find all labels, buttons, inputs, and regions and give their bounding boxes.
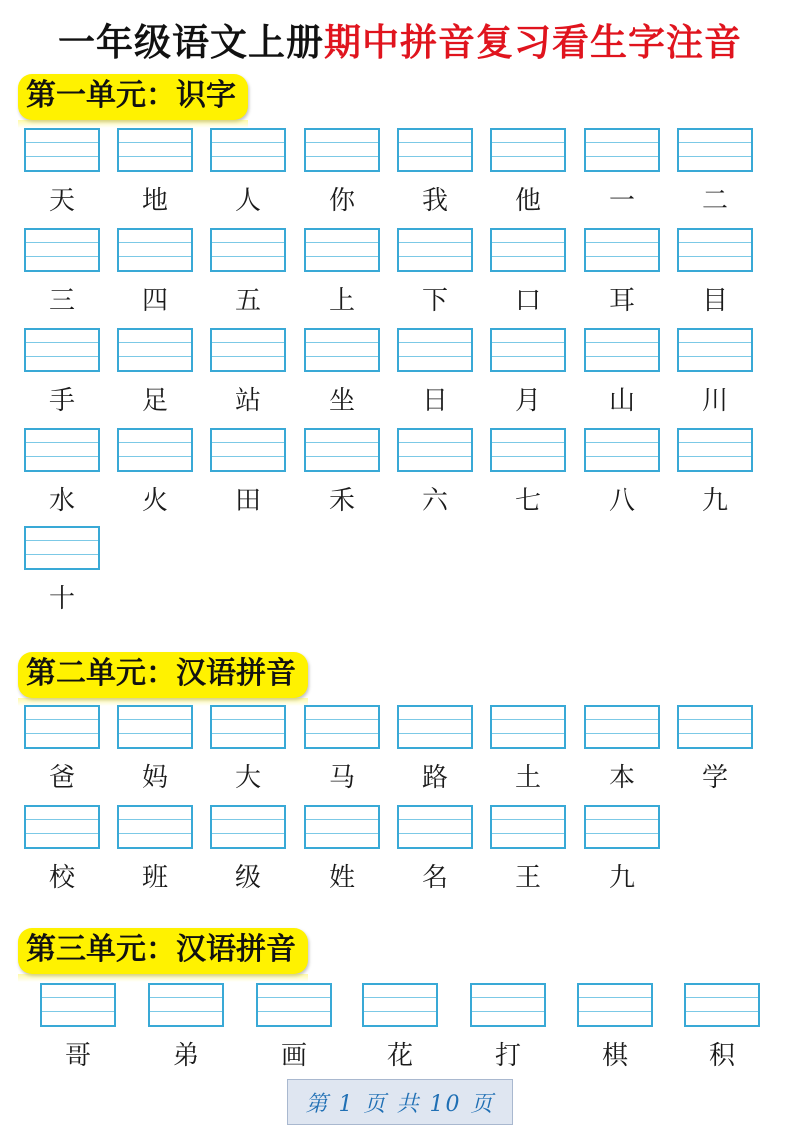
hanzi-character: 手	[48, 386, 75, 416]
hanzi-character: 弟	[172, 1041, 199, 1071]
pinyin-writing-box[interactable]	[490, 805, 566, 849]
pinyin-writing-box[interactable]	[210, 805, 286, 849]
pinyin-writing-box[interactable]	[584, 128, 660, 172]
hanzi-character: 山	[608, 386, 635, 416]
hanzi-character: 王	[514, 863, 541, 893]
hanzi-character: 口	[514, 286, 541, 316]
pinyin-writing-box[interactable]	[677, 128, 753, 172]
hanzi-character: 禾	[328, 486, 355, 516]
pinyin-writing-box[interactable]	[304, 228, 380, 272]
hanzi-character: 月	[514, 386, 541, 416]
pinyin-writing-box[interactable]	[117, 328, 193, 372]
hanzi-character: 站	[234, 386, 261, 416]
hanzi-character: 上	[328, 286, 355, 316]
section-label-unit-1: 第一单元：识字	[18, 74, 248, 120]
hanzi-character: 大	[234, 763, 261, 793]
pinyin-writing-box[interactable]	[24, 705, 100, 749]
pinyin-writing-box[interactable]	[210, 228, 286, 272]
pinyin-writing-box[interactable]	[117, 805, 193, 849]
hanzi-character: 班	[141, 863, 168, 893]
hanzi-character: 马	[328, 763, 355, 793]
pinyin-writing-box[interactable]	[490, 428, 566, 472]
pinyin-writing-box[interactable]	[490, 228, 566, 272]
pinyin-writing-box[interactable]	[40, 983, 116, 1027]
hanzi-character: 田	[234, 486, 261, 516]
hanzi-character: 七	[514, 486, 541, 516]
pinyin-writing-box[interactable]	[577, 983, 653, 1027]
hanzi-character: 耳	[608, 286, 635, 316]
hanzi-character: 八	[608, 486, 635, 516]
pinyin-writing-box[interactable]	[397, 228, 473, 272]
hanzi-character: 川	[701, 386, 728, 416]
section-label-unit-3: 第三单元：汉语拼音	[18, 928, 308, 974]
pinyin-writing-box[interactable]	[210, 128, 286, 172]
pinyin-writing-box[interactable]	[117, 128, 193, 172]
pinyin-writing-box[interactable]	[677, 428, 753, 472]
pinyin-writing-box[interactable]	[24, 805, 100, 849]
hanzi-character: 坐	[328, 386, 355, 416]
hanzi-character: 六	[421, 486, 448, 516]
pinyin-writing-box[interactable]	[304, 428, 380, 472]
pinyin-writing-box[interactable]	[584, 328, 660, 372]
hanzi-character: 你	[328, 186, 355, 216]
pinyin-writing-box[interactable]	[148, 983, 224, 1027]
hanzi-character: 十	[48, 584, 75, 614]
hanzi-character: 火	[141, 486, 168, 516]
hanzi-character: 校	[48, 863, 75, 893]
hanzi-character: 天	[48, 186, 75, 216]
hanzi-character: 二	[701, 186, 728, 216]
hanzi-character: 水	[48, 486, 75, 516]
pinyin-writing-box[interactable]	[304, 805, 380, 849]
title-black-part: 一年级语文上册	[58, 21, 324, 64]
pinyin-writing-box[interactable]	[684, 983, 760, 1027]
pinyin-writing-box[interactable]	[490, 128, 566, 172]
hanzi-character: 五	[234, 286, 261, 316]
hanzi-character: 哥	[64, 1041, 91, 1071]
pinyin-writing-box[interactable]	[584, 805, 660, 849]
pinyin-writing-box[interactable]	[397, 805, 473, 849]
pinyin-writing-box[interactable]	[304, 128, 380, 172]
hanzi-character: 棋	[601, 1041, 628, 1071]
hanzi-character: 名	[421, 863, 448, 893]
hanzi-character: 他	[514, 186, 541, 216]
hanzi-character: 土	[514, 763, 541, 793]
pinyin-writing-box[interactable]	[210, 428, 286, 472]
hanzi-character: 画	[280, 1041, 307, 1071]
pinyin-writing-box[interactable]	[677, 328, 753, 372]
hanzi-character: 四	[141, 286, 168, 316]
pinyin-writing-box[interactable]	[24, 428, 100, 472]
pinyin-writing-box[interactable]	[304, 328, 380, 372]
pinyin-writing-box[interactable]	[24, 526, 100, 570]
hanzi-character: 九	[608, 863, 635, 893]
pinyin-writing-box[interactable]	[362, 983, 438, 1027]
pinyin-writing-box[interactable]	[490, 328, 566, 372]
hanzi-character: 积	[708, 1041, 735, 1071]
pinyin-writing-box[interactable]	[210, 705, 286, 749]
section-label-unit-2: 第二单元：汉语拼音	[18, 652, 308, 698]
title-red-part: 期中拼音复习看生字注音	[324, 21, 742, 64]
hanzi-character: 足	[141, 386, 168, 416]
hanzi-character: 下	[421, 286, 448, 316]
hanzi-character: 本	[608, 763, 635, 793]
pinyin-writing-box[interactable]	[256, 983, 332, 1027]
pinyin-writing-box[interactable]	[490, 705, 566, 749]
pinyin-writing-box[interactable]	[117, 228, 193, 272]
pinyin-writing-box[interactable]	[584, 705, 660, 749]
pinyin-writing-box[interactable]	[210, 328, 286, 372]
pinyin-writing-box[interactable]	[24, 328, 100, 372]
hanzi-character: 人	[234, 186, 261, 216]
pinyin-writing-box[interactable]	[397, 428, 473, 472]
hanzi-character: 九	[701, 486, 728, 516]
hanzi-character: 路	[421, 763, 448, 793]
hanzi-character: 目	[701, 286, 728, 316]
pinyin-writing-box[interactable]	[397, 128, 473, 172]
hanzi-character: 一	[608, 186, 635, 216]
hanzi-character: 姓	[328, 863, 355, 893]
pinyin-writing-box[interactable]	[677, 705, 753, 749]
hanzi-character: 爸	[48, 763, 75, 793]
pinyin-writing-box[interactable]	[117, 705, 193, 749]
pinyin-writing-box[interactable]	[470, 983, 546, 1027]
hanzi-character: 花	[386, 1041, 413, 1071]
hanzi-character: 级	[234, 863, 261, 893]
pinyin-writing-box[interactable]	[677, 228, 753, 272]
hanzi-character: 地	[141, 186, 168, 216]
page-number: 第 1 页 共 10 页	[287, 1079, 513, 1125]
pinyin-writing-box[interactable]	[397, 705, 473, 749]
hanzi-character: 日	[421, 386, 448, 416]
pinyin-writing-box[interactable]	[584, 428, 660, 472]
hanzi-character: 学	[701, 763, 728, 793]
pinyin-writing-box[interactable]	[117, 428, 193, 472]
pinyin-writing-box[interactable]	[304, 705, 380, 749]
pinyin-writing-box[interactable]	[584, 228, 660, 272]
pinyin-writing-box[interactable]	[397, 328, 473, 372]
hanzi-character: 三	[48, 286, 75, 316]
hanzi-character: 妈	[141, 763, 168, 793]
pinyin-writing-box[interactable]	[24, 128, 100, 172]
hanzi-character: 打	[494, 1041, 521, 1071]
pinyin-writing-box[interactable]	[24, 228, 100, 272]
hanzi-character: 我	[421, 186, 448, 216]
